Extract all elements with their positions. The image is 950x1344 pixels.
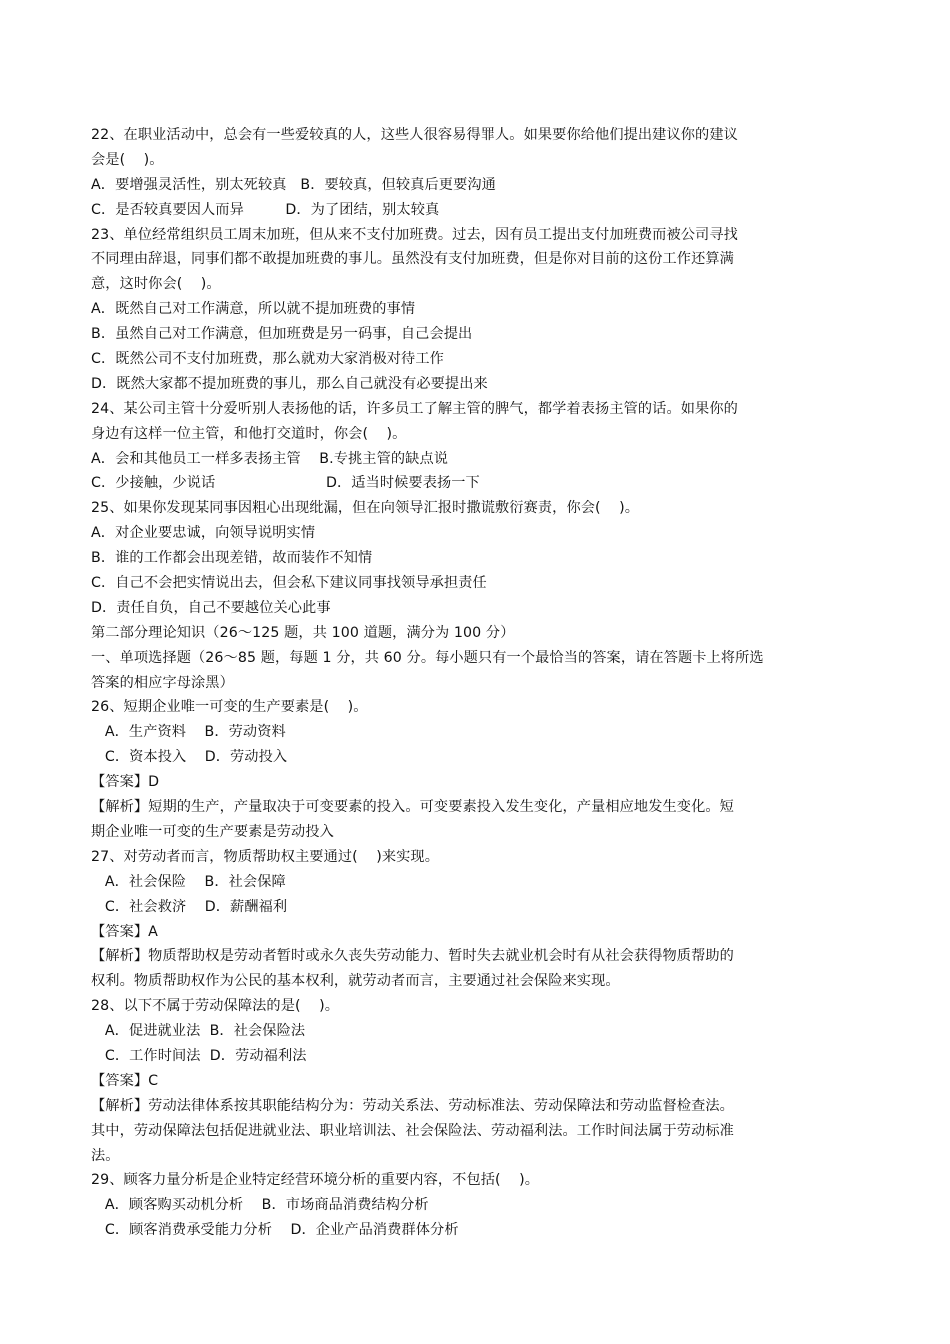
- text-line: 【解析】物质帮助权是劳动者暂时或永久丧失劳动能力、暂时失去就业机会时有从社会获得物质帮助的: [91, 948, 734, 965]
- text-line: 期企业唯一可变的生产要素是劳动投入: [91, 823, 334, 840]
- text-line: B．虽然自己对工作满意，但加班费是另一码事，自己会提出: [91, 326, 473, 343]
- text-line: C．自己不会把实情说出去，但会私下建议同事找领导承担责任: [91, 575, 487, 592]
- text-line: A．既然自己对工作满意，所以就不提加班费的事情: [91, 301, 416, 318]
- text-line: 一、单项选择题（26～85 题，每题 1 分，共 60 分。每小题只有一个最恰当的答案，请在答题卡上将所选: [91, 649, 764, 666]
- text-line: 28、以下不属于劳动保障法的是( )。: [91, 998, 339, 1015]
- text-line: 第二部分理论知识（26～125 题，共 100 道题，满分为 100 分）: [91, 624, 515, 641]
- text-line: A．社会保险 B．社会保障: [91, 873, 286, 890]
- text-line: 25、如果你发现某同事因粗心出现纰漏，但在向领导汇报时撒谎敷衍赛责，你会( )。: [91, 500, 640, 517]
- text-line: 【答案】C: [91, 1072, 159, 1089]
- text-line: C．资本投入 D．劳动投入: [91, 749, 288, 766]
- text-line: 会是( )。: [91, 151, 164, 168]
- text-line: A．对企业要忠诚，向领导说明实情: [91, 525, 316, 542]
- text-line: 26、短期企业唯一可变的生产要素是( )。: [91, 699, 368, 716]
- text-line: 答案的相应字母涂黑）: [91, 674, 234, 691]
- text-line: 【解析】劳动法律体系按其职能结构分为：劳动关系法、劳动标准法、劳动保障法和劳动监督检查法。: [91, 1097, 734, 1114]
- text-line: 意，这时你会( )。: [91, 276, 221, 293]
- text-line: C．既然公司不支付加班费，那么就劝大家消极对待工作: [91, 351, 444, 368]
- text-line: C．工作时间法 D．劳动福利法: [91, 1047, 307, 1064]
- text-line: B．谁的工作都会出现差错，故而装作不知情: [91, 550, 373, 567]
- document-page: [91, 123, 863, 1243]
- text-line: 不同理由辞退，同事们都不敢提加班费的事儿。虽然没有支付加班费，但是你对目前的这份工作还算满: [91, 251, 734, 268]
- text-line: 27、对劳动者而言，物质帮助权主要通过( )来实现。: [91, 848, 440, 865]
- text-line: 【解析】短期的生产，产量取决于可变要素的投入。可变要素投入发生变化，产量相应地发生变化。短: [91, 799, 734, 816]
- text-line: 【答案】D: [91, 774, 160, 791]
- text-line: 身边有这样一位主管，和他打交道时，你会( )。: [91, 425, 407, 442]
- text-line: D．责任自负，自己不要越位关心此事: [91, 599, 331, 616]
- text-line: D．既然大家都不提加班费的事儿，那么自己就没有必要提出来: [91, 375, 488, 392]
- text-line: 【答案】A: [91, 923, 158, 940]
- text-line: C．少接触，少说话 D．适当时候要表扬一下: [91, 475, 480, 492]
- text-line: 其中，劳动保障法包括促进就业法、职业培训法、社会保险法、劳动福利法。工作时间法属于劳动标准: [91, 1122, 734, 1139]
- text-line: A．顾客购买动机分析 B．市场商品消费结构分析: [91, 1197, 429, 1214]
- text-line: 22、在职业活动中，总会有一些爱较真的人，这些人很容易得罪人。如果要你给他们提出建议你的建议: [91, 127, 738, 143]
- text-line: C．是否较真要因人而异 D．为了团结，别太较真: [91, 201, 440, 218]
- text-line: 29、顾客力量分析是企业特定经营环境分析的重要内容，不包括( )。: [91, 1172, 540, 1189]
- text-line: 23、单位经常组织员工周末加班，但从来不支付加班费。过去，因有员工提出支付加班费而被公司寻找: [91, 226, 738, 243]
- text-line: A．要增强灵活性，别太死较真 B．要较真，但较真后更要沟通: [91, 176, 496, 193]
- text-line: C．社会救济 D．薪酬福利: [91, 898, 288, 915]
- text-line: 法。: [91, 1147, 120, 1164]
- text-line: A．生产资料 B．劳动资料: [91, 724, 286, 741]
- text-line: C．顾客消费承受能力分析 D．企业产品消费群体分析: [91, 1222, 459, 1239]
- text-line: A．会和其他员工一样多表扬主管 B.专挑主管的缺点说: [91, 450, 449, 467]
- text-line: 24、某公司主管十分爱听别人表扬他的话，许多员工了解主管的脾气，都学着表扬主管的话。如果你的: [91, 400, 738, 417]
- text-line: 权利。物质帮助权作为公民的基本权利，就劳动者而言，主要通过社会保险来实现。: [91, 973, 620, 990]
- text-line: A．促进就业法 B．社会保险法: [91, 1023, 306, 1040]
